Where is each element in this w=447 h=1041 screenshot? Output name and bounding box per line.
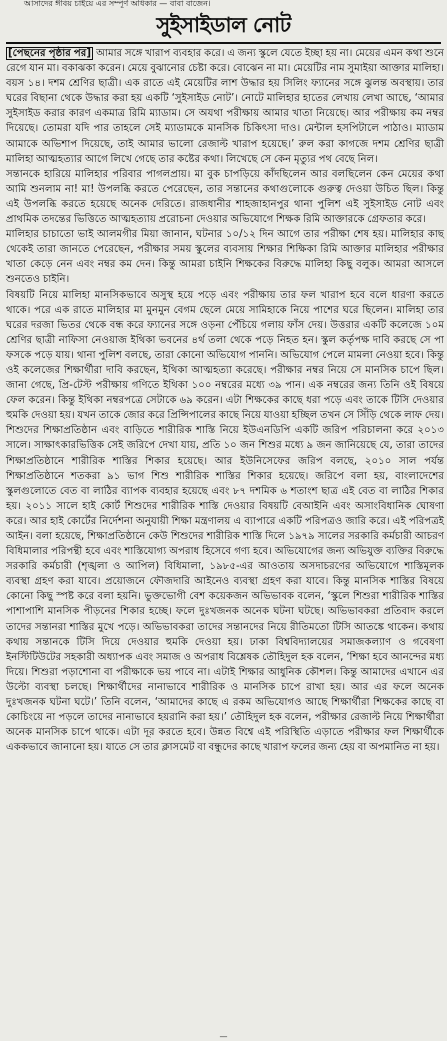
article-paragraph: সন্তানকে হারিয়ে মালিহার পরিবার পাগলপ্রায়। মা বুক চাপড়িয়ে কাঁদছিলেন আর বলছিলেন কেন মেয়ের কথা আমি শুনলাম না! মা! উপলব্ধি করতে পেরেছেন, তার সন্তানের কথাগুলোকে গুরুত্ব দেওয়া উচিত ছিল। কিন্তু এই উপলব্ধি করতে হয়েছে অনেক দেরিতে। রাজধানীর শাহজাহানপুর থানা পুলিশ এই সুইসাইড নোট এবং প্রাথমিক তদন্তের ভিত্তিতে আত্মহত্যায় প্ররোচনা দেওয়ার অভিযোগে শিক্ষক রিমি আক্তারকে গ্রেফতার করে।: [6, 168, 444, 226]
bottom-cut-text: —: [219, 1032, 228, 1041]
article-paragraph: বিষয়টি নিয়ে মালিহা মানসিকভাবে অসুস্থ হয়ে পড়ে এবং পরীক্ষায় তার ফল খারাপ হবে বলে ধারণা করতে থাকে। পরে এক রাতে মালিহার মা মুনমুন বেগম ছেলে মেয়ে সামিহাকে নিয়ে পাশের ঘরে ছিলেন। মালিহা তার ঘরের দরজা ভিতর থেকে বন্ধ করে ফ্যানের সঙ্গে ওড়না পেঁচিয়ে গলায় ফাঁস দেয়। উত্তরার একটি কলেজে ১০ম শ্রেণির ছাত্রী নাফিসা নেওয়াজ ইথিকা ভবনের ৪র্থ তলা থেকে পড়ে নিহত হন। স্কুল কর্তৃপক্ষ দাবি করছে সে পা ফসকে পড়ে যায়। থানা পুলিশ বলছে, তারা কোনো অভিযোগ পাননি। অভিযোগ পেলে মামলা নেওয়া হবে। কিন্তু ওই কলেজের শিক্ষার্থীরা দাবি করছেন, ইথিকা আত্মহত্যা করেছে। পরীক্ষার নম্বর নিয়ে সে মানসিক চাপে ছিল। জানা গেছে, প্রি-টেস্ট পরীক্ষায় গণিতে ইথিকা ১০০ নম্বরের মধ্যে ৩৯ পান। এক নম্বরের জন্য তিনি ওই বিষয়ে ফেল করেন। কিন্তু ইথিকা নম্বরপত্রে সেটাকে ৬৯ করেন। এটা শিক্ষকের কাছে ধরা পড়ে এবং তাকে টিসি দেওয়ার হুমকি দেওয়া হয়। যখন তাকে জোর করে প্রিন্সিপালের কাছে নিয়ে যাওয়া হচ্ছিল তখন সে সিঁড়ি থেকে লাফ দেয়। শিশুদের শিক্ষাপ্রতিষ্ঠান এবং বাড়িতে শারীরিক শাস্তি নিয়ে ইউএনডিপি একটি জরিপ পরিচালনা করে ২০১৩ সালে। সাক্ষাৎকারভিত্তিক সেই জরিপে দেখা যায়, প্রতি ১০ জন শিশুর মধ্যে ৯ জন জানিয়েছে যে, তারা তাদের শিক্ষাপ্রতিষ্ঠানে শারীরিক শাস্তির শিকার হয়েছে। আর ইউনিসেফের জরিপ বলছে, ২০১০ সাল পর্যন্ত শিক্ষাপ্রতিষ্ঠানে শতকরা ৯১ ভাগ শিশু শারীরিক শাস্তির শিকার হয়েছে। জরিপে বলা হয়, বাংলাদেশের স্কুলগুলোতে বেত বা লাঠির ব্যাপক ব্যবহার হয়েছে এবং ৮৭ দশমিক ৬ শতাংশ ছাত্র এই বেত বা লাঠির শিকার হয়। ২০১১ সালে হাই কোর্ট শিশুদের শারীরিক শাস্তি দেওয়ার বিষয়টি বেআইনি এবং অসাংবিধানিক ঘোষণা করে। আর হাই কোর্টের নির্দেশনা অনুযায়ী শিক্ষা মন্ত্রণালয় এ ব্যাপারে একটি পরিপত্রও জারি করে। এই পরিপত্রই আইন। বলা হয়েছে, শিক্ষাপ্রতিষ্ঠানে কেউ শিশুদের শারীরিক শাস্তি দিলে ১৯৭৯ সালের সরকারি কর্মচারী আচরণ বিধিমালার পরিপন্থী হবে এবং শাস্তিযোগ্য অপরাধ হিসেবে গণ্য হবে। অভিযোগের জন্য অভিযুক্ত ব্যক্তির বিরুদ্ধে সরকারি কর্মচারী (শৃঙ্খলা ও আপিল) বিধিমালা, ১৯৮৫-এর আওতায় অসদাচরণের অভিযোগে শাস্তিমূলক ব্যবস্থা গ্রহণ করা যাবে। প্রয়োজনে ফৌজদারি আইনেও ব্যবস্থা গ্রহণ করা যাবে। কিন্তু মানসিক শাস্তির বিষয়ে কোনো কিছু স্পষ্ট করে বলা হয়নি। ভুক্তভোগী বেশ কয়েকজন অভিভাবক বলেন, ‘স্কুলে শিশুরা শারীরিক শাস্তির পাশাপাশি মানসিক পীড়নের শিকার হচ্ছে। ফলে দুঃখজনক অনেক ঘটনা ঘটছে। অভিভাবকরা প্রতিবাদ করলে তাদের সন্তানরা শাস্তির মুখে পড়ে। অভিভাবকরা তাদের সন্তানদের নিয়ে রীতিমতো টিসি আতঙ্কে থাকেন। কথায় কথায় সন্তানকে টিসি দিয়ে দেওয়ার হুমকি দেওয়া হয়। ঢাকা বিশ্ববিদ্যালয়ের সমাজকল্যাণ ও গবেষণা ইনস্টিটিউটের সহকারী অধ্যাপক এবং সমাজ ও অপরাধ বিশ্লেষক তৌহিদুল হক বলেন, ‘শিক্ষা হবে আনন্দের মধ্য দিয়ে। শিশুরা পড়াশোনা বা পরীক্ষাকে ভয় পাবে না। এটাই শিক্ষার আধুনিক কৌশল। কিন্তু আমাদের এখানে এর উল্টো ব্যবস্থা চলছে। শিক্ষার্থীদের নানাভাবে শারীরিক ও মানসিক চাপে রাখা হয়। আর এর ফলে অনেক দুঃখজনক ঘটনা ঘটে।’ তিনি বলেন, ‘আমাদের কাছে এ রকম অভিযোগও আছে শিক্ষার্থীরা শিক্ষকের কাছে বা কোচিংয়ে না পড়লে তাদের নানাভাবে হয়রানি করা হয়।’ তৌহিদুল হক বলেন, পরীক্ষার রেজাল্ট নিয়ে শিক্ষার্থীরা অনেক মানসিক চাপে থাকে। এটা দূর করতে হবে। উন্নত বিশ্বে এই পরিস্থিতি এড়াতে পরীক্ষার ফল শিক্ষার্থীকে এককভাবে জানানো হয়। যাতে সে তার ক্লাসমেট বা বন্ধুদের কাছে খারাপ ফলের জন্য হেয় বা অপমানিত না হয়।: [6, 289, 444, 754]
article-headline: সুইসাইডাল নোট: [156, 12, 291, 37]
paragraph-text: আমার সঙ্গে খারাপ ব্যবহার করে। এ জন্য স্কুলে যেতে ইচ্ছা হয় না। মেয়ের এমন কথা শুনে রেগে যান মা। বকাঝকা করেন। মেয়ে বুঝানোর চেষ্টা করে। বোঝেন না মা। মেয়েটির নাম সুমাইয়া আক্তার মালিহা। বয়স ১৪। দশম শ্রেণির ছাত্রী। এক রাতে এই মেয়েটির লাশ উদ্ধার হয় সিলিং ফ্যানের সঙ্গে ঝুলন্ত অবস্থায়। তার ঘরের বিছানা থেকে উদ্ধার করা হয় একটি ‘সুইসাইড নোট’। নোটে মালিহার হাতের লেখায় লেখা আছে, ‘আমার সুইসাইড করার কারণ একমাত্র রিমি ম্যাডাম। সে অযথা পরীক্ষায় আমার খাতা নিয়েছে। আর পরীক্ষায় কম নম্বর দিয়েছে। তোমরা যদি পার তাহলে সেই ম্যাডামকে মানসিক চিকিৎসা দাও। মেন্টাল হসপিটালে পাঠাও। ম্যাডাম আমাকে অভিশাপ দিয়েছে, তাই আমার ভালো রেজাল্ট খারাপ হয়েছে।’ রুল করা কাগজে দশম শ্রেণির ছাত্রী মালিহা আত্মহত্যার আগে লিখে গেছে তার কষ্টের কথা। লিখেছে সে কেন মৃত্যুর পথ বেছে নিল।: [6, 48, 444, 165]
article-paragraph: [6, 46, 444, 167]
article-paragraph: মালিহার চাচাতো ভাই আলমগীর মিয়া জানান, ঘটনার ১০/১২ দিন আগে তার পরীক্ষা শেষ হয়। মালিহার কাছ থেকেই তারা জানতে পেরেছেন, পরীক্ষার সময় স্কুলের ব্যবসায় শিক্ষার শিক্ষিকা রিমি আক্তার মালিহার পরীক্ষার খাতা কেড়ে নেন এবং নম্বর কম দেন। কিন্তু আমরা চাইনি শিক্ষকের বিরুদ্ধে মালিহা কিছু বলুক। আমরা আসলে শুনতেও চাইনি।: [6, 229, 444, 286]
article-body: [6, 46, 444, 1018]
continued-from-label: [পেছনের পৃষ্ঠার পর]: [8, 48, 92, 59]
headline-divider: [6, 42, 441, 44]
top-cut-text: আসাদের ঈবিয় চাইয়ে এর সম্পূর্ণ অধিকার — বাবা বাজেন।: [24, 0, 211, 8]
